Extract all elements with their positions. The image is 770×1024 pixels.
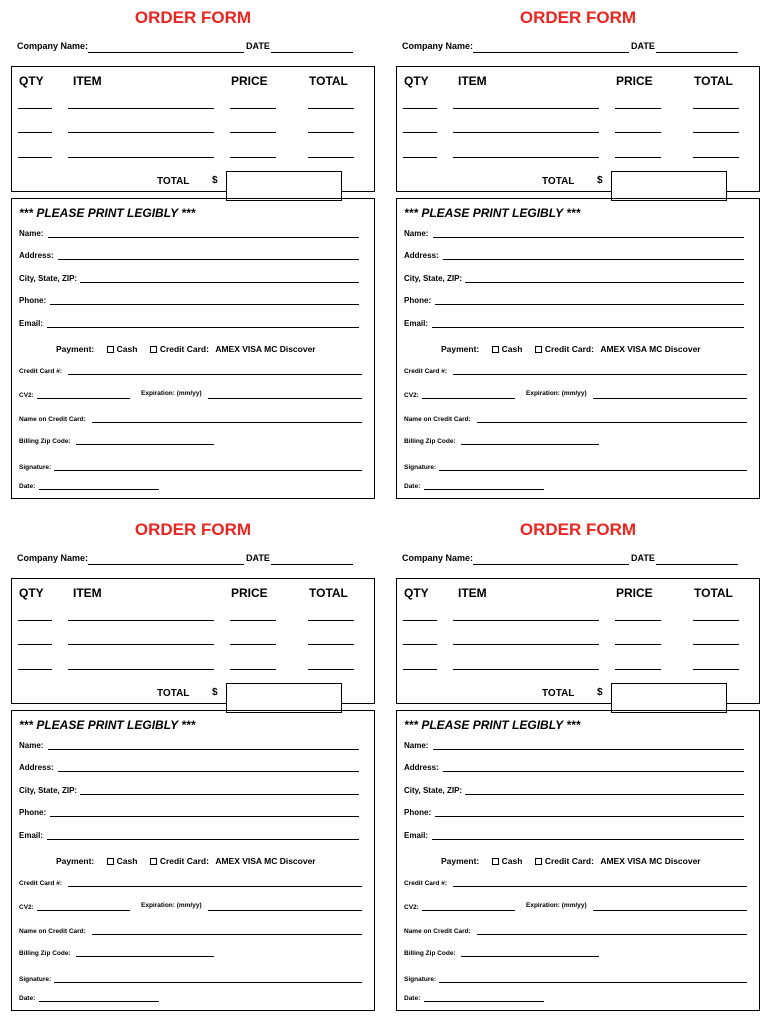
company-row — [402, 41, 742, 55]
price-field[interactable] — [615, 108, 661, 109]
customer-info-box — [396, 710, 760, 1011]
date-label: Date: — [404, 483, 421, 490]
expiration-label: Expiration: (mm/yy) — [141, 902, 202, 909]
item-header: ITEM — [458, 586, 487, 600]
grand-total-label: TOTAL — [542, 176, 575, 187]
price-field[interactable] — [230, 644, 276, 645]
total-field[interactable] — [693, 669, 739, 670]
form-title: ORDER FORM — [134, 8, 252, 27]
qty-header: QTY — [19, 586, 44, 600]
billing-zip-label: Billing Zip Code: — [404, 950, 456, 957]
total-field[interactable] — [693, 108, 739, 109]
payment-label: Payment: — [56, 856, 95, 866]
form-title: ORDER FORM — [519, 8, 637, 27]
name-field[interactable] — [433, 749, 744, 750]
customer-info-box — [11, 198, 375, 499]
expiration-field[interactable] — [208, 398, 362, 399]
phone-label: Phone: — [19, 296, 47, 305]
payment-row — [441, 344, 701, 354]
signature-label: Signature: — [19, 464, 52, 471]
signature-field[interactable] — [439, 470, 747, 471]
date-field[interactable] — [656, 52, 738, 53]
phone-label: Phone: — [404, 296, 432, 305]
payment-row — [441, 856, 701, 866]
total-field[interactable] — [308, 669, 354, 670]
total-field[interactable] — [308, 132, 354, 133]
city-state-zip-label: City, State, ZIP: — [19, 274, 78, 283]
items-table — [11, 578, 375, 704]
company-name-label: Company Name: — [402, 553, 474, 563]
signature-field[interactable] — [54, 982, 362, 983]
phone-field[interactable] — [50, 816, 359, 817]
phone-field[interactable] — [435, 816, 744, 817]
email-label: Email: — [19, 831, 44, 840]
card-types: AMEX VISA MC Discover — [600, 856, 701, 866]
form-title: ORDER FORM — [519, 520, 637, 539]
price-field[interactable] — [615, 669, 661, 670]
grand-total-box[interactable] — [611, 171, 727, 201]
grand-total-box[interactable] — [226, 683, 342, 713]
total-header: TOTAL — [309, 586, 348, 600]
signature-date-field[interactable] — [39, 489, 159, 490]
payment-label: Payment: — [56, 344, 95, 354]
credit-card-number-field[interactable] — [68, 886, 362, 887]
item-field[interactable] — [68, 620, 214, 621]
signature-date-field[interactable] — [424, 1001, 544, 1002]
city-state-zip-field[interactable] — [465, 282, 744, 283]
dollar-sign: $ — [212, 175, 218, 186]
card-types: AMEX VISA MC Discover — [215, 344, 316, 354]
item-field[interactable] — [453, 644, 599, 645]
qty-field[interactable] — [403, 669, 437, 670]
date-field[interactable] — [271, 564, 353, 565]
price-field[interactable] — [615, 132, 661, 133]
credit-card-checkbox[interactable] — [150, 346, 157, 353]
items-table — [396, 66, 760, 192]
billing-zip-field[interactable] — [461, 444, 599, 445]
grand-total-box[interactable] — [226, 171, 342, 201]
date-field[interactable] — [656, 564, 738, 565]
total-field[interactable] — [693, 644, 739, 645]
name-on-card-field[interactable] — [92, 934, 362, 935]
card-types: AMEX VISA MC Discover — [600, 344, 701, 354]
qty-field[interactable] — [18, 157, 52, 158]
customer-info-box — [11, 710, 375, 1011]
signature-label: Signature: — [404, 464, 437, 471]
item-field[interactable] — [453, 669, 599, 670]
credit-card-checkbox[interactable] — [150, 858, 157, 865]
address-label: Address: — [19, 763, 54, 772]
address-label: Address: — [19, 251, 54, 260]
cv2-label: CV2: — [19, 392, 34, 399]
cv2-field[interactable] — [37, 910, 130, 911]
cash-checkbox[interactable] — [107, 858, 114, 865]
expiration-label: Expiration: (mm/yy) — [141, 390, 202, 397]
item-header: ITEM — [458, 74, 487, 88]
email-field[interactable] — [432, 327, 744, 328]
qty-field[interactable] — [403, 108, 437, 109]
expiration-field[interactable] — [593, 910, 747, 911]
items-table — [396, 578, 760, 704]
item-header: ITEM — [73, 586, 102, 600]
item-field[interactable] — [68, 132, 214, 133]
billing-zip-field[interactable] — [76, 444, 214, 445]
customer-info-box — [396, 198, 760, 499]
qty-field[interactable] — [18, 669, 52, 670]
signature-date-field[interactable] — [424, 489, 544, 490]
company-row — [402, 553, 742, 567]
billing-zip-field[interactable] — [461, 956, 599, 957]
total-header: TOTAL — [694, 74, 733, 88]
email-label: Email: — [404, 831, 429, 840]
signature-label: Signature: — [404, 976, 437, 983]
date-label: Date: — [19, 483, 36, 490]
company-name-label: Company Name: — [402, 41, 474, 51]
grand-total-label: TOTAL — [157, 688, 190, 699]
credit-card-label: Credit Card: — [159, 344, 209, 354]
credit-card-label: Credit Card: — [544, 344, 594, 354]
address-field[interactable] — [58, 259, 359, 260]
item-header: ITEM — [73, 74, 102, 88]
company-row — [17, 41, 357, 55]
expiration-field[interactable] — [593, 398, 747, 399]
expiration-label: Expiration: (mm/yy) — [526, 390, 587, 397]
signature-field[interactable] — [54, 470, 362, 471]
cash-checkbox[interactable] — [492, 858, 499, 865]
date-field[interactable] — [271, 52, 353, 53]
address-field[interactable] — [443, 771, 744, 772]
name-field[interactable] — [48, 749, 359, 750]
name-on-card-label: Name on Credit Card: — [404, 416, 471, 423]
qty-field[interactable] — [403, 132, 437, 133]
cash-checkbox[interactable] — [107, 346, 114, 353]
item-field[interactable] — [68, 157, 214, 158]
phone-label: Phone: — [19, 808, 47, 817]
billing-zip-label: Billing Zip Code: — [19, 950, 71, 957]
credit-card-number-label: Credit Card #: — [19, 880, 62, 887]
company-name-label: Company Name: — [17, 553, 89, 563]
item-field[interactable] — [453, 157, 599, 158]
cash-label: Cash — [501, 344, 523, 354]
name-on-card-field[interactable] — [477, 934, 747, 935]
total-field[interactable] — [308, 620, 354, 621]
cv2-field[interactable] — [422, 910, 515, 911]
qty-header: QTY — [404, 74, 429, 88]
city-state-zip-field[interactable] — [80, 794, 359, 795]
order-form — [396, 0, 760, 500]
date-label: DATE — [246, 553, 270, 563]
print-legibly-notice: *** PLEASE PRINT LEGIBLY *** — [404, 206, 581, 220]
payment-row — [56, 856, 316, 866]
phone-label: Phone: — [404, 808, 432, 817]
order-form — [11, 512, 375, 1012]
cv2-label: CV2: — [19, 904, 34, 911]
cash-label: Cash — [116, 856, 138, 866]
payment-row — [56, 344, 316, 354]
price-field[interactable] — [230, 132, 276, 133]
company-name-field[interactable] — [88, 564, 244, 565]
address-label: Address: — [404, 763, 439, 772]
signature-date-field[interactable] — [39, 1001, 159, 1002]
price-field[interactable] — [230, 669, 276, 670]
price-header: PRICE — [616, 74, 653, 88]
dollar-sign: $ — [597, 175, 603, 186]
email-label: Email: — [19, 319, 44, 328]
item-field[interactable] — [453, 108, 599, 109]
item-field[interactable] — [453, 132, 599, 133]
cash-label: Cash — [116, 344, 138, 354]
billing-zip-label: Billing Zip Code: — [19, 438, 71, 445]
price-field[interactable] — [615, 620, 661, 621]
credit-card-label: Credit Card: — [159, 856, 209, 866]
credit-card-label: Credit Card: — [544, 856, 594, 866]
price-field[interactable] — [615, 157, 661, 158]
total-header: TOTAL — [694, 586, 733, 600]
print-legibly-notice: *** PLEASE PRINT LEGIBLY *** — [19, 718, 196, 732]
company-name-field[interactable] — [88, 52, 244, 53]
credit-card-number-field[interactable] — [68, 374, 362, 375]
qty-field[interactable] — [403, 157, 437, 158]
city-state-zip-label: City, State, ZIP: — [19, 786, 78, 795]
credit-card-number-label: Credit Card #: — [404, 368, 447, 375]
name-label: Name: — [404, 741, 429, 750]
company-row — [17, 553, 357, 567]
price-header: PRICE — [616, 586, 653, 600]
qty-field[interactable] — [18, 620, 52, 621]
phone-field[interactable] — [435, 304, 744, 305]
name-on-card-field[interactable] — [92, 422, 362, 423]
city-state-zip-field[interactable] — [80, 282, 359, 283]
name-on-card-label: Name on Credit Card: — [19, 416, 86, 423]
price-field[interactable] — [230, 620, 276, 621]
total-field[interactable] — [693, 157, 739, 158]
name-on-card-label: Name on Credit Card: — [19, 928, 86, 935]
city-state-zip-label: City, State, ZIP: — [404, 274, 463, 283]
credit-card-checkbox[interactable] — [535, 858, 542, 865]
payment-label: Payment: — [441, 344, 480, 354]
credit-card-number-label: Credit Card #: — [19, 368, 62, 375]
expiration-field[interactable] — [208, 910, 362, 911]
qty-field[interactable] — [403, 620, 437, 621]
date-label: Date: — [19, 995, 36, 1002]
name-on-card-field[interactable] — [477, 422, 747, 423]
grand-total-box[interactable] — [611, 683, 727, 713]
payment-label: Payment: — [441, 856, 480, 866]
item-field[interactable] — [68, 669, 214, 670]
total-field[interactable] — [693, 132, 739, 133]
item-field[interactable] — [453, 620, 599, 621]
price-header: PRICE — [231, 74, 268, 88]
price-field[interactable] — [230, 108, 276, 109]
print-legibly-notice: *** PLEASE PRINT LEGIBLY *** — [404, 718, 581, 732]
item-field[interactable] — [68, 644, 214, 645]
name-label: Name: — [19, 229, 44, 238]
qty-header: QTY — [19, 74, 44, 88]
date-label: DATE — [246, 41, 270, 51]
cv2-label: CV2: — [404, 392, 419, 399]
qty-header: QTY — [404, 586, 429, 600]
email-label: Email: — [404, 319, 429, 328]
cv2-field[interactable] — [422, 398, 515, 399]
city-state-zip-field[interactable] — [465, 794, 744, 795]
order-form — [396, 512, 760, 1012]
print-legibly-notice: *** PLEASE PRINT LEGIBLY *** — [19, 206, 196, 220]
cash-checkbox[interactable] — [492, 346, 499, 353]
dollar-sign: $ — [597, 687, 603, 698]
credit-card-number-field[interactable] — [453, 886, 747, 887]
signature-field[interactable] — [439, 982, 747, 983]
billing-zip-field[interactable] — [76, 956, 214, 957]
grand-total-label: TOTAL — [157, 176, 190, 187]
item-field[interactable] — [68, 108, 214, 109]
total-field[interactable] — [308, 157, 354, 158]
address-label: Address: — [404, 251, 439, 260]
form-title: ORDER FORM — [134, 520, 252, 539]
date-label: DATE — [631, 553, 655, 563]
price-field[interactable] — [230, 157, 276, 158]
cv2-label: CV2: — [404, 904, 419, 911]
order-form — [11, 0, 375, 500]
total-field[interactable] — [693, 620, 739, 621]
city-state-zip-label: City, State, ZIP: — [404, 786, 463, 795]
name-label: Name: — [404, 229, 429, 238]
card-types: AMEX VISA MC Discover — [215, 856, 316, 866]
qty-field[interactable] — [18, 108, 52, 109]
qty-field[interactable] — [403, 644, 437, 645]
credit-card-checkbox[interactable] — [535, 346, 542, 353]
email-field[interactable] — [47, 839, 359, 840]
price-header: PRICE — [231, 586, 268, 600]
total-field[interactable] — [308, 644, 354, 645]
qty-field[interactable] — [18, 132, 52, 133]
name-on-card-label: Name on Credit Card: — [404, 928, 471, 935]
name-label: Name: — [19, 741, 44, 750]
credit-card-number-label: Credit Card #: — [404, 880, 447, 887]
email-field[interactable] — [47, 327, 359, 328]
price-field[interactable] — [615, 644, 661, 645]
date-label: DATE — [631, 41, 655, 51]
dollar-sign: $ — [212, 687, 218, 698]
date-label: Date: — [404, 995, 421, 1002]
grand-total-label: TOTAL — [542, 688, 575, 699]
address-field[interactable] — [443, 259, 744, 260]
qty-field[interactable] — [18, 644, 52, 645]
company-name-field[interactable] — [473, 564, 629, 565]
signature-label: Signature: — [19, 976, 52, 983]
total-field[interactable] — [308, 108, 354, 109]
items-table — [11, 66, 375, 192]
total-header: TOTAL — [309, 74, 348, 88]
cv2-field[interactable] — [37, 398, 130, 399]
company-name-label: Company Name: — [17, 41, 89, 51]
billing-zip-label: Billing Zip Code: — [404, 438, 456, 445]
phone-field[interactable] — [50, 304, 359, 305]
address-field[interactable] — [58, 771, 359, 772]
credit-card-number-field[interactable] — [453, 374, 747, 375]
company-name-field[interactable] — [473, 52, 629, 53]
expiration-label: Expiration: (mm/yy) — [526, 902, 587, 909]
name-field[interactable] — [48, 237, 359, 238]
name-field[interactable] — [433, 237, 744, 238]
email-field[interactable] — [432, 839, 744, 840]
cash-label: Cash — [501, 856, 523, 866]
